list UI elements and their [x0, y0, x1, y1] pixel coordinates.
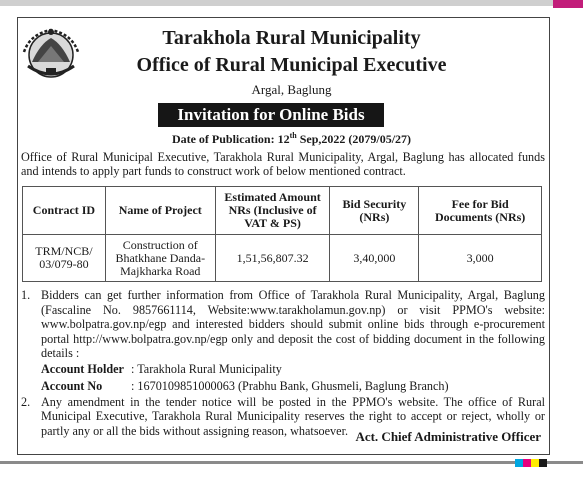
magenta-swatch [523, 459, 531, 467]
notice-title: Invitation for Online Bids [158, 103, 384, 127]
cmyk-color-bar [515, 459, 547, 467]
col-project-name: Name of Project [105, 187, 215, 235]
pubdate-rest: Sep,2022 (2079/05/27) [296, 132, 412, 146]
bottom-rule [0, 461, 583, 464]
col-bid-security: Bid Security (NRs) [330, 187, 419, 235]
signoff: Act. Chief Administrative Officer [355, 429, 541, 444]
cell-project: Construction of Bhatkhane Danda-Majkharka Road [105, 235, 215, 282]
cell-amount: 1,51,56,807.32 [215, 235, 330, 282]
black-swatch [539, 459, 547, 467]
note-text: Any amendment in the tender notice will be posted in the PPMO's website. The office of Rural Municipal Executive, Tarakhola Rural Municipality reserves the right to accept or reject, wholly or partly any or all the bids without assigning reason, whatsoever. [41, 394, 545, 438]
account-number-value: : 1670109851000063 (Prabhu Bank, Ghusmeli, Baglung Branch) [131, 378, 449, 393]
cell-fee: 3,000 [419, 235, 542, 282]
account-holder-value: : Tarakhola Rural Municipality [131, 361, 282, 376]
publication-date [0, 131, 583, 147]
account-holder-row [41, 361, 545, 378]
pubdate-label: Date of Publication: 12 [171, 132, 290, 146]
col-contract-id: Contract ID [23, 187, 106, 235]
note-item-1 [21, 288, 545, 361]
top-rule [0, 0, 583, 6]
top-magenta-bar [553, 0, 583, 8]
org-location: Argal, Baglung [251, 82, 332, 97]
note-text: Bidders can get further information from Office of Tarakhola Rural Municipality, Argal, Baglung (Fascaline No. 9857661114, Website:www.tarakholamun.gov.np) or visit PPMO's website: www.bolpatra.gov.np/egp and interested bidders should submit online bids through e-procurement portal http://www.bolpatra.gov.np/egp only and deposit the cost of bidding document in the following details : [41, 288, 545, 360]
table-row [23, 235, 542, 282]
cell-security: 3,40,000 [330, 235, 419, 282]
yellow-swatch [531, 459, 539, 467]
cell-contract-id: TRM/NCB/ 03/079-80 [23, 235, 106, 282]
notes-list [21, 288, 545, 438]
account-number-label: Account No [41, 378, 103, 393]
intro-paragraph: Office of Rural Municipal Executive, Tarakhola Rural Municipality, Argal, Baglung has allocated funds and intends to apply part funds to construct work of below mentioned contract. [21, 150, 545, 178]
cyan-swatch [515, 459, 523, 467]
table-header-row [23, 187, 542, 235]
account-holder-label: Account Holder [41, 361, 124, 376]
org-name-line2: Office of Rural Municipal Executive [136, 54, 447, 76]
bids-table [22, 186, 542, 282]
account-number-row [41, 378, 545, 395]
pubdate-suffix: th [289, 131, 297, 140]
note-number: 2. [21, 394, 31, 409]
col-estimated-amount: Estimated Amount NRs (Inclusive of VAT & PS) [215, 187, 330, 235]
org-name-line1: Tarakhola Rural Municipality [162, 27, 421, 49]
col-fee: Fee for Bid Documents (NRs) [419, 187, 542, 235]
note-number: 1. [21, 288, 31, 302]
